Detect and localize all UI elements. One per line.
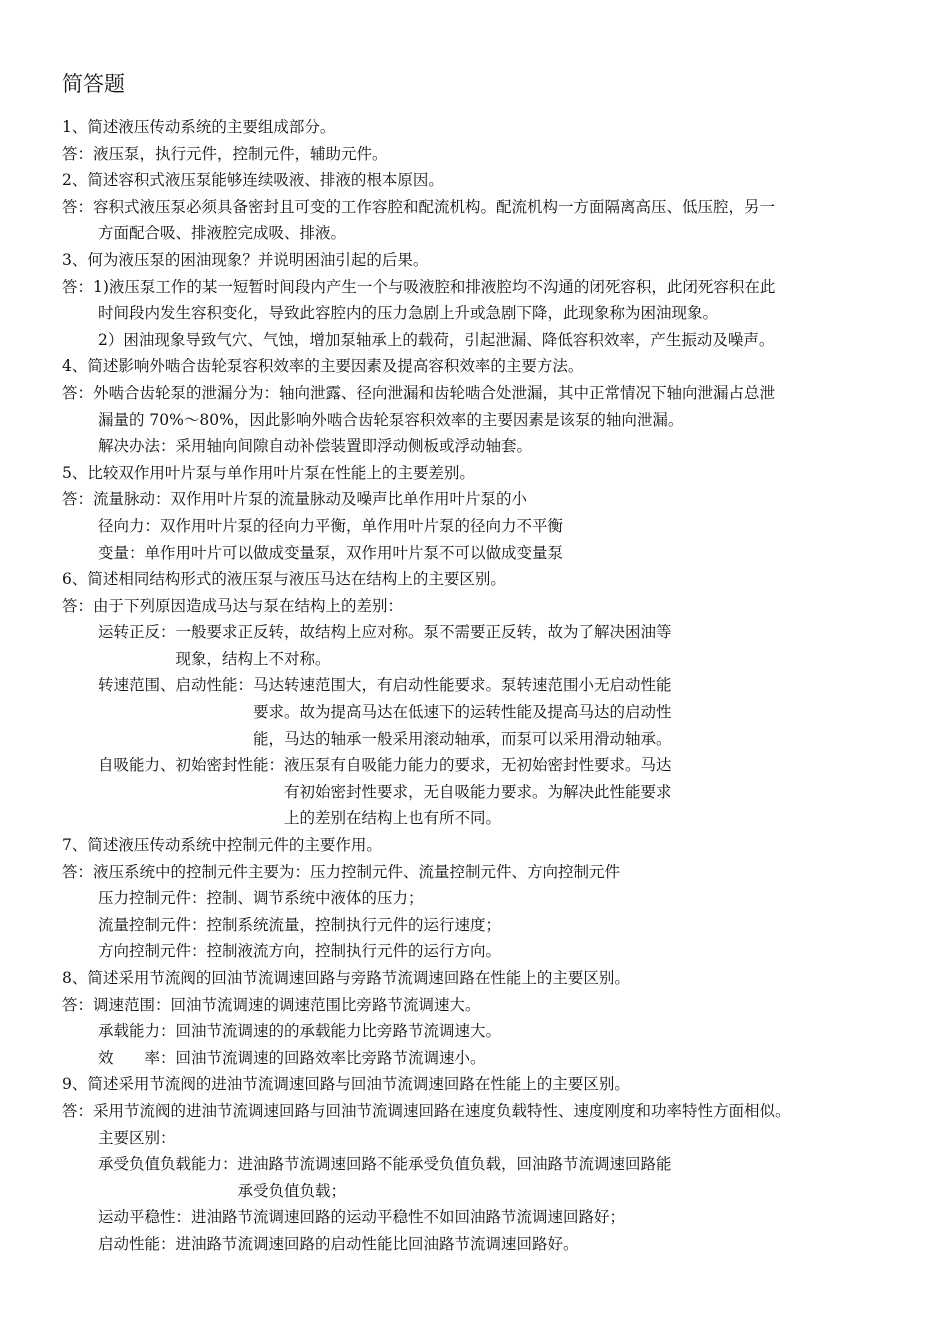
question-4: 4、简述影响外啮合齿轮泵容积效率的主要因素及提高容积效率的主要方法。 <box>62 357 584 376</box>
answer-7-line-1: 压力控制元件：控制、调节系统中液体的压力； <box>98 889 424 908</box>
answer-3-line-3: 2）困油现象导致气穴、气蚀，增加泵轴承上的载荷，引起泄漏、降低容积效率，产生振动及噪声。 <box>98 330 775 349</box>
question-9: 9、简述采用节流阀的进油节流调速回路与回油节流调速回路在性能上的主要区别。 <box>62 1075 630 1094</box>
question-5: 5、比较双作用叶片泵与单作用叶片泵在性能上的主要差别。 <box>62 463 475 482</box>
page-title: 简答题 <box>62 72 125 96</box>
answer-7-line-3: 方向控制元件：控制液流方向，控制执行元件的运行方向。 <box>98 942 502 961</box>
item-text-line: 一般要求正反转，故结构上应对称。泵不需要正反转，故为了解决困油等 <box>175 623 672 642</box>
item-text-line: 马达转速范围大，有启动性能要求。泵转速范围小无启动性能 <box>253 676 672 695</box>
answer-4-line-3: 解决办法：采用轴向间隙自动补偿装置即浮动侧板或浮动轴套。 <box>98 437 533 456</box>
answer-7-line-2: 流量控制元件：控制系统流量，控制执行元件的运行速度； <box>98 915 502 934</box>
question-1: 1、简述液压传动系统的主要组成部分。 <box>62 118 336 136</box>
answer-3-line-2: 时间段内发生容积变化，导致此容腔内的压力急剧上升或急剧下降，此现象称为困油现象。 <box>98 304 719 323</box>
item-label: 承受负值负载能力： <box>98 1155 238 1174</box>
item-text-line: 有初始密封性要求，无自吸能力要求。为解决此性能要求 <box>284 782 672 801</box>
item-text-line: 现象，结构上不对称。 <box>175 649 331 668</box>
answer-4-line-1: 答：外啮合齿轮泵的泄漏分为：轴向泄露、径向泄漏和齿轮啮合处泄漏，其中正常情况下轴向泄漏占总泄 <box>62 383 776 402</box>
document-body <box>62 64 902 1258</box>
answer-6-intro: 答：由于下列原因造成马达与泵在结构上的差别： <box>62 596 404 615</box>
question-7: 7、简述液压传动系统中控制元件的主要作用。 <box>62 836 382 855</box>
answer-9-line-1: 主要区别： <box>98 1128 176 1147</box>
question-8: 8、简述采用节流阀的回油节流调速回路与旁路节流调速回路在性能上的主要区别。 <box>62 969 630 987</box>
answer-2-line-1: 答：容积式液压泵必须具备密封且可变的工作容腔和配流机构。配流机构一方面隔离高压、低压腔，另一 <box>62 197 776 216</box>
question-2: 2、简述容积式液压泵能够连续吸液、排液的根本原因。 <box>62 171 444 190</box>
answer-7-intro: 答：液压系统中的控制元件主要为：压力控制元件、流量控制元件、方向控制元件 <box>62 862 621 881</box>
answer-9-line-2: 运动平稳性：进油路节流调速回路的运动平稳性不如回油路节流调速回路好； <box>98 1208 626 1227</box>
item-text-line: 承受负值负载； <box>237 1181 347 1200</box>
item-text-line: 能，马达的轴承一般采用滚动轴承，而泵可以采用滑动轴承。 <box>253 729 672 748</box>
question-3: 3、何为液压泵的困油现象？并说明困油引起的后果。 <box>62 250 429 269</box>
answer-9-item-negative-load <box>62 1151 902 1204</box>
answer-8-line-1: 答：调速范围：回油节流调速的调速范围比旁路节流调速大。 <box>62 995 481 1014</box>
answer-6-item-self-priming <box>62 752 902 832</box>
item-text <box>253 672 672 752</box>
answer-1: 答：液压泵，执行元件，控制元件，辅助元件。 <box>62 144 388 163</box>
item-label: 转速范围、启动性能： <box>98 676 254 695</box>
answer-3-line-1: 答：1)液压泵工作的某一短暂时间段内产生一个与吸液腔和排液腔均不沟通的闭死容积，此闭死容积在此 <box>62 277 776 296</box>
answer-8-line-2: 承载能力：回油节流调速的的承载能力比旁路节流调速大。 <box>98 1022 502 1041</box>
item-text-line: 要求。故为提高马达在低速下的运转性能及提高马达的启动性 <box>253 703 672 722</box>
item-text-line: 进油路节流调速回路不能承受负值负载，回油路节流调速回路能 <box>237 1155 672 1174</box>
item-text <box>238 1151 672 1204</box>
answer-9-line-3: 启动性能：进油路节流调速回路的启动性能比回油路节流调速回路好。 <box>98 1234 579 1253</box>
answer-5-line-2: 径向力：双作用叶片泵的径向力平衡，单作用叶片泵的径向力不平衡 <box>98 516 564 535</box>
question-6: 6、简述相同结构形式的液压泵与液压马达在结构上的主要区别。 <box>62 570 506 589</box>
answer-9-intro: 答：采用节流阀的进油节流调速回路与回油节流调速回路在速度负载特性、速度刚度和功率特性方面相似。 <box>62 1101 791 1120</box>
answer-4-line-2: 漏量的 70%～80%，因此影响外啮合齿轮泵容积效率的主要因素是该泵的轴向泄漏。 <box>98 410 684 429</box>
item-text <box>176 619 672 672</box>
answer-5-line-3: 变量：单作用叶片可以做成变量泵，双作用叶片泵不可以做成变量泵 <box>98 543 564 562</box>
item-text-line: 液压泵有自吸能力能力的要求，无初始密封性要求。马达 <box>284 756 672 775</box>
answer-2-line-2: 方面配合吸、排液腔完成吸、排液。 <box>98 224 347 243</box>
answer-8-line-3: 效 率：回油节流调速的回路效率比旁路节流调速小。 <box>98 1048 486 1067</box>
answer-6-item-speed <box>62 672 902 752</box>
answer-5-line-1: 答：流量脉动：双作用叶片泵的流量脉动及噪声比单作用叶片泵的小 <box>62 490 528 509</box>
item-label: 自吸能力、初始密封性能： <box>98 756 285 775</box>
answer-6-item-rotation <box>62 619 902 672</box>
item-text <box>284 752 672 832</box>
item-label: 运转正反： <box>98 623 176 642</box>
item-text-line: 上的差别在结构上也有所不同。 <box>284 809 502 828</box>
